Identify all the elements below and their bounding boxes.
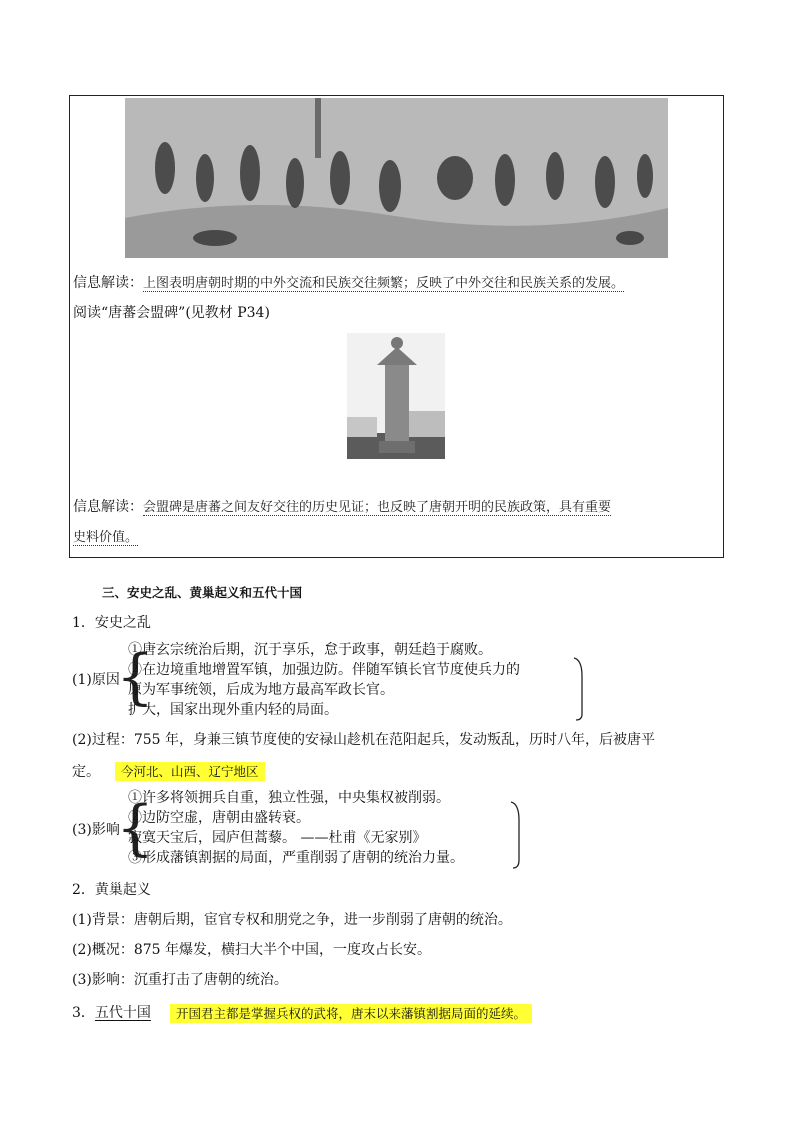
info1-line (73, 273, 624, 294)
impact-right-brace (509, 800, 523, 870)
cause-list (128, 640, 520, 720)
wudai-heading (72, 1003, 151, 1023)
process-line-b: 定。 (72, 764, 100, 780)
impact-line-1: ①许多将领拥兵自重，独立性强，中央集权被削弱。 (128, 790, 450, 806)
anshi-heading: 1．安史之乱 (72, 615, 151, 631)
info2-line-b (73, 527, 138, 548)
wudai-note: 开国君主都是掌握兵权的武将，唐末以来藩镇割据局面的延续。 (170, 1004, 532, 1023)
info2-text-b: 史料价值。 (73, 530, 139, 545)
huangchao-overview: (2)概况：875 年爆发，横扫大半个中国，一度攻占长安。 (72, 942, 432, 958)
wudai-heading-text: 五代十国 (94, 1005, 151, 1021)
process-line-a: (2)过程：755 年，身兼三镇节度使的安禄山趁机在范阳起兵，发动叛乱，历时八年，后被唐平 (72, 732, 656, 748)
right-brace (572, 656, 586, 722)
info2-label: 信息解读： (73, 499, 143, 515)
impact-left-brace: { (116, 793, 155, 863)
huangchao-heading: 2．黄巢起义 (72, 882, 151, 898)
huangchao-impact: (3)影响：沉重打击了唐朝的统治。 (72, 972, 288, 988)
info2-text-a: 会盟碑是唐蕃之间友好交往的历史见证；也反映了唐朝开明的民族政策，具有重要 (143, 500, 612, 515)
huangchao-background: (1)背景：唐朝后期，宦官专权和朋党之争，进一步削弱了唐朝的统治。 (72, 912, 512, 928)
cause-label: (1)原因 (72, 672, 120, 688)
read-tablet-line: 阅读“唐蕃会盟碑”(见教材 P34) (73, 305, 270, 321)
impact-line-4: ③形成藩镇割据的局面，严重削弱了唐朝的统治力量。 (128, 850, 464, 866)
tang-painting-image (125, 98, 668, 258)
cause-line-3: 原为军事统领，后成为地方最高军政长官。 (128, 682, 394, 698)
cause-line-1: ①唐玄宗统治后期，沉于享乐，怠于政事，朝廷趋于腐败。 (128, 642, 492, 658)
cause-line-2: ②在边境重地增置军镇，加强边防。伴随军镇长官节度使兵力的 (128, 662, 520, 678)
wudai-note-highlight (170, 1003, 532, 1022)
left-brace: { (116, 642, 155, 712)
tang-tibet-tablet-image (347, 333, 445, 459)
info2-line (73, 497, 611, 518)
process-note-highlight (115, 761, 265, 780)
impact-list (128, 788, 464, 868)
cause-line-4: 扩大，国家出现外重内轻的局面。 (128, 702, 338, 718)
section3-title: 三、安史之乱、黄巢起义和五代十国 (102, 585, 303, 600)
impact-line-2: ②边防空虚，唐朝由盛转衰。 (128, 810, 310, 826)
info1-text: 上图表明唐朝时期的中外交流和民族交往频繁；反映了中外交往和民族关系的发展。 (143, 276, 625, 291)
process-note: 今河北、山西、辽宁地区 (115, 762, 265, 781)
wudai-heading-num: 3． (72, 1005, 95, 1021)
impact-label: (3)影响 (72, 822, 120, 838)
impact-line-3: 寂寞天宝后，园庐但蒿藜。 ——杜甫《无家别》 (128, 830, 427, 846)
info1-label: 信息解读： (73, 275, 143, 291)
